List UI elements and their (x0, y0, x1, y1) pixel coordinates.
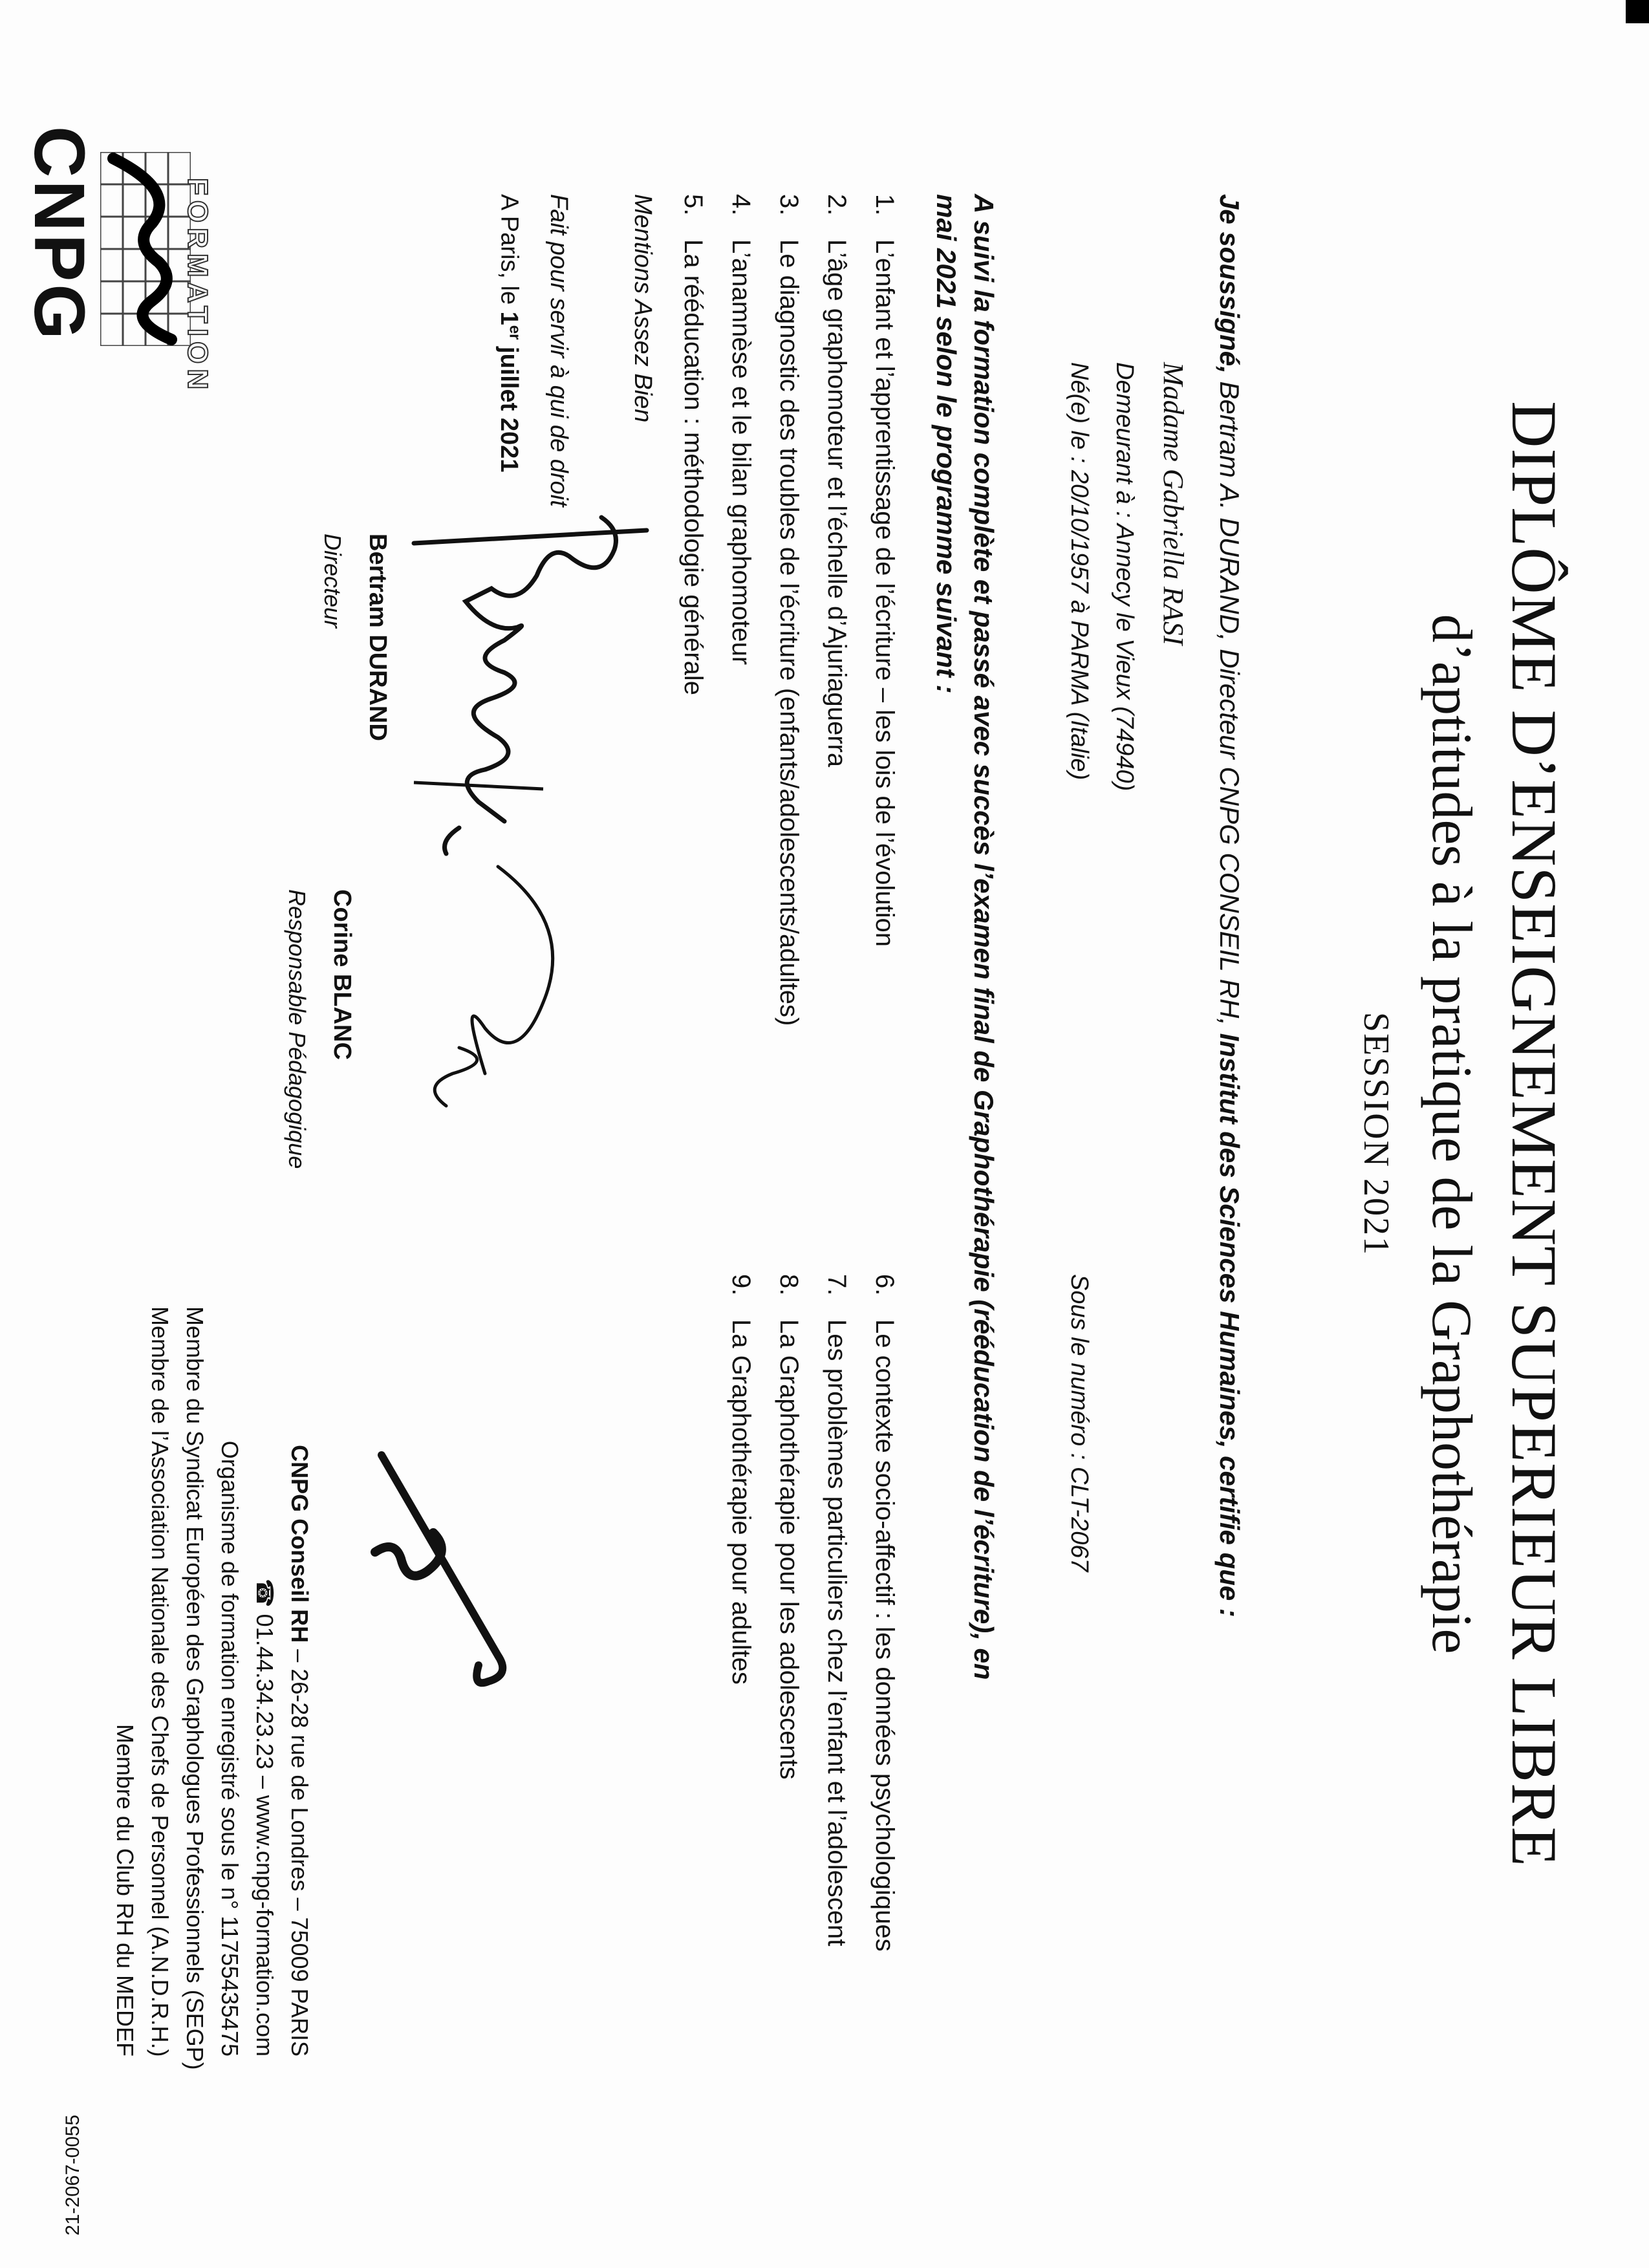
org-name: CNPG Conseil RH (286, 1445, 313, 1643)
logo-formation-text: FORMATION (182, 178, 213, 395)
manager-name: Corine BLANC (329, 889, 356, 1060)
programme-list-left (669, 194, 909, 1026)
list-item: 4.L’anamnèse et le bilan graphomoteur (727, 194, 755, 665)
director-signature (401, 504, 660, 867)
organization-footer (107, 1306, 317, 2070)
logo-wordmark: CNPG (19, 126, 99, 342)
org-member-medef: Membre du Club RH du MEDEF (112, 1723, 138, 2057)
diploma-title: DIPLÔME D’ENSEIGNEMENT SUPERIEUR LIBRE (1498, 401, 1570, 1867)
official-stamp-signature (343, 1442, 550, 1701)
programme-list-right (717, 1274, 909, 1952)
org-address: – 26-28 rue de Londres – 75009 PARIS (286, 1643, 313, 2057)
candidate-address: Demeurant à : Annecy le Vieux (74940) (1111, 362, 1138, 792)
logo-grid-icon (100, 152, 191, 346)
list-item: 2.L’âge graphomoteur et l’échelle d’Ajuriaguerra (823, 194, 851, 768)
list-item: 9.La Graphothérapie pour adultes (727, 1274, 755, 1685)
success-statement: A suivi la formation complète et passé avec succès l’examen final de Graphothérapie (rééducation de l’écriture), en mai 2021 selon le programme suivant : (931, 194, 999, 1680)
session-label: SESSION 2021 (1356, 1011, 1396, 1257)
issued-for: Fait pour servir à qui de droit (545, 194, 572, 507)
director-role: Directeur (319, 534, 346, 629)
document-reference: 21-2067-0055 (62, 2115, 83, 2236)
list-item: 1.L’enfant et l’apprentissage de l’écriture – les lois de l’évolution (870, 194, 899, 947)
diploma-subtitle: d’aptitudes à la pratique de la Graphothérapie (1420, 614, 1483, 1654)
director-name: Bertram DURAND (364, 534, 391, 741)
list-item: 8.La Graphothérapie pour les adolescents (775, 1274, 803, 1780)
intro-mid: Bertram A. DURAND, Directeur CNPG CONSEIL RH, (1214, 373, 1245, 1033)
telephone-icon: ☎ (252, 1578, 278, 1608)
candidate-name: Madame Gabriella RASI (1158, 362, 1189, 645)
list-item: 7.Les problèmes particuliers chez l’enfant et l’adolescent (823, 1274, 851, 1947)
org-member-segp: Membre du Syndicat Européen des Graphologues Professionnels (SEGP) (182, 1306, 208, 2070)
grade-mention: Mentions Assez Bien (629, 194, 656, 423)
candidate-birth: Né(e) le : 20/10/1957 à PARMA (Italie) (1066, 362, 1093, 781)
candidate-number: Sous le numéro : CLT-2067 (1066, 1274, 1093, 1572)
list-item: 3.Le diagnostic des troubles de l’écriture (enfants/adolescents/adultes) (775, 194, 803, 1026)
manager-role: Responsable Pédagogique (284, 889, 310, 1169)
org-member-andrh: Membre de l’Association Nationale des Chefs de Personnel (A.N.D.R.H.) (147, 1306, 173, 2057)
org-contact: 01.44.34.23.23 – www.cnpg-formation.com (252, 1607, 278, 2057)
org-registration: Organisme de formation enregistré sous le n° 11755435475 (217, 1440, 243, 2057)
issue-place-date: A Paris, le 1er juillet 2021 (495, 194, 524, 473)
certification-intro (1214, 194, 1245, 1617)
manager-signature (407, 860, 614, 1132)
list-item: 6.Le contexte socio-affectif : les données psychologiques (870, 1274, 899, 1952)
cnpg-logo (19, 126, 213, 395)
intro-bold: Je soussigné, (1214, 194, 1245, 374)
list-item: 5.La rééducation : méthodologie générale (679, 194, 707, 695)
intro-end: Institut des Sciences Humaines, certifie que : (1214, 1033, 1245, 1617)
